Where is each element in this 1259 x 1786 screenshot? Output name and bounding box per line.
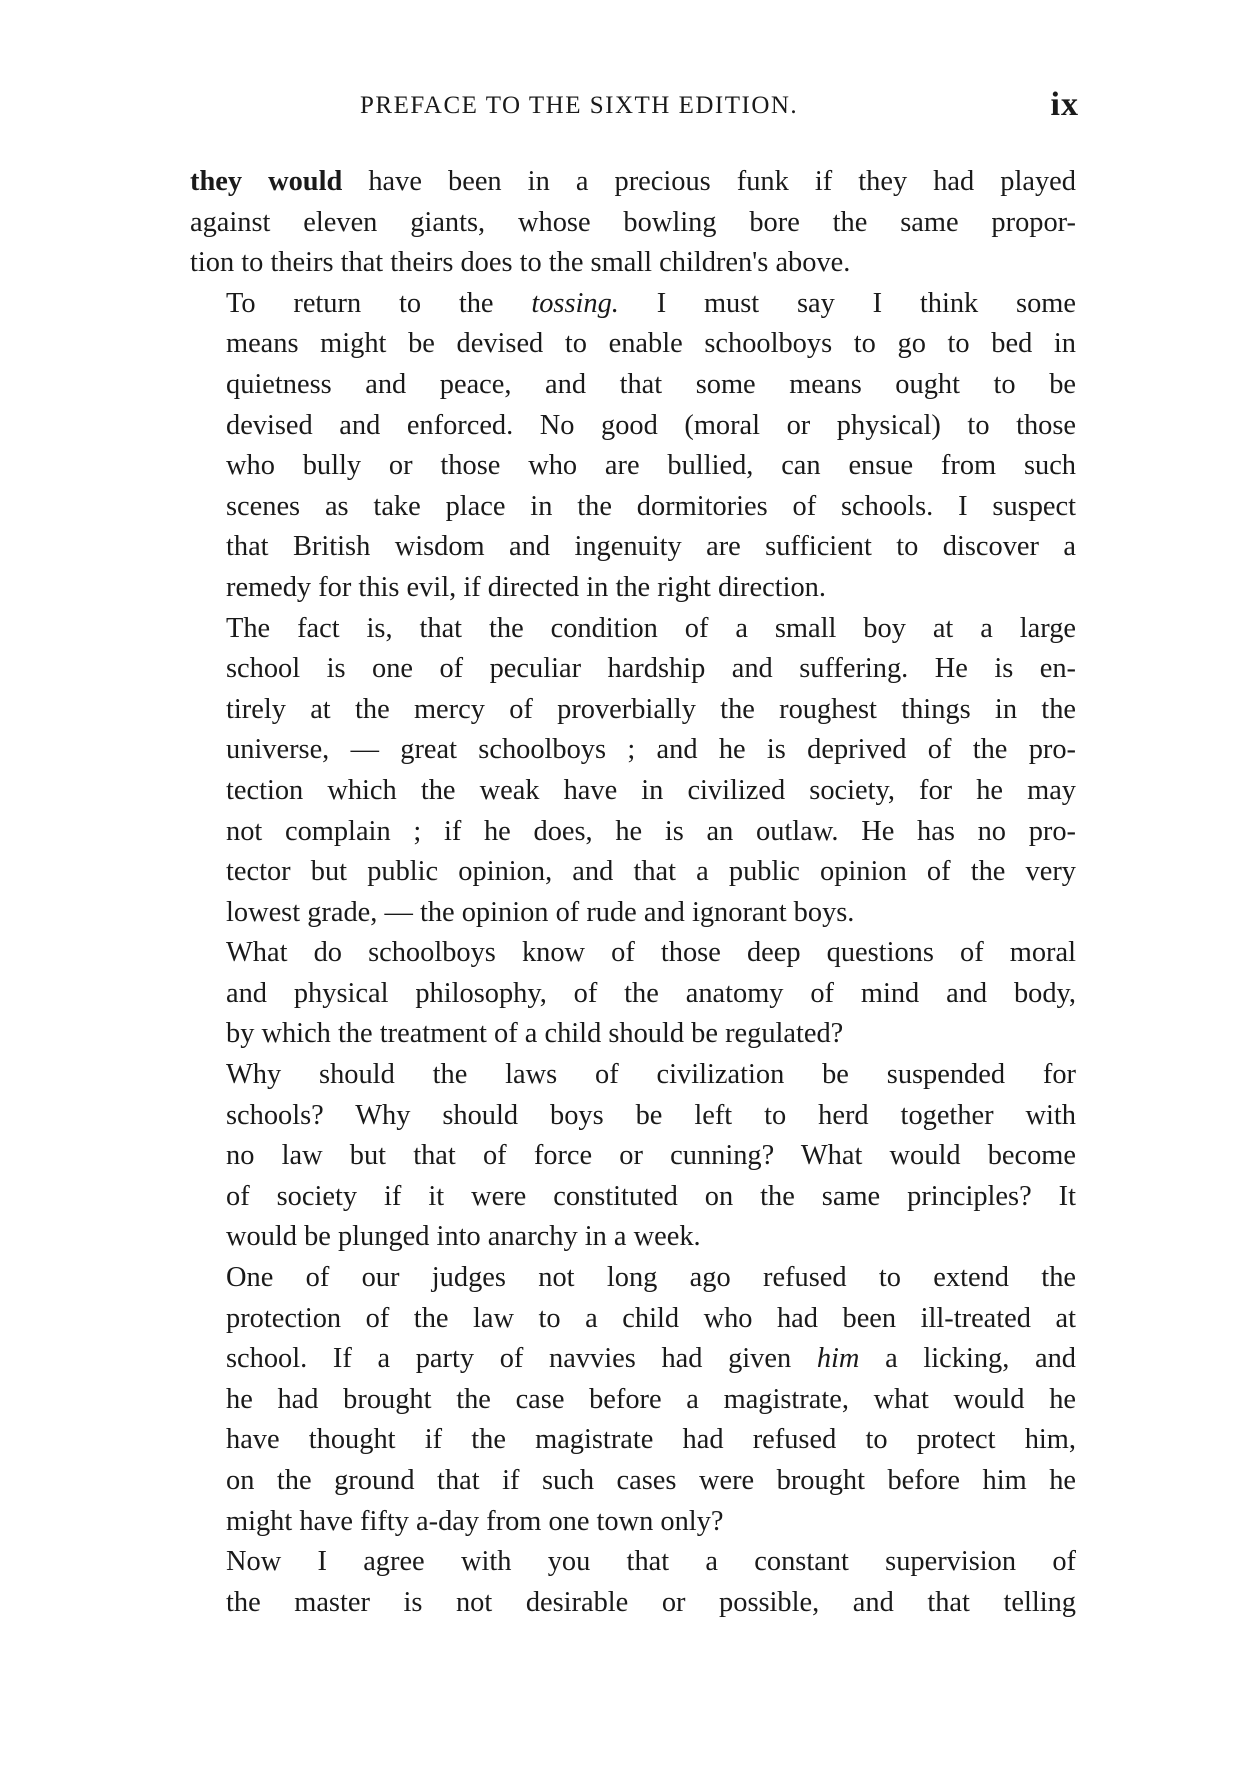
text-line: devised and enforced. No good (moral or physical) to those [226,409,1076,441]
text-line: might have fifty a-day from one town only? [226,1505,724,1537]
text-line: by which the treatment of a child should be regulated? [226,1018,844,1050]
text-line: tection which the weak have in civilized society, for he may [226,774,1076,806]
running-title: PREFACE TO THE SIXTH EDITION. [360,92,799,119]
text-line: means might be devised to enable schoolboys to go to bed in [226,328,1076,360]
text-line: tion to theirs that theirs does to the small children's above. [190,247,851,279]
text-line: protection of the law to a child who had been ill-treated at [226,1302,1076,1334]
text-line: remedy for this evil, if directed in the right direction. [226,571,826,603]
text-line: no law but that of force or cunning? What would become [226,1140,1076,1172]
text-line: against eleven giants, whose bowling bore the same propor- [190,206,1076,238]
text-line: of society if it were constituted on the same principles? It [226,1180,1076,1212]
text-line: not complain ; if he does, he is an outlaw. He has no pro- [226,815,1076,847]
text-line: The fact is, that the condition of a small boy at a large [226,612,1076,644]
text-line: would be plunged into anarchy in a week. [226,1221,701,1253]
page-number: ix [1050,86,1079,123]
text-line: What do schoolboys know of those deep questions of moral [226,937,1076,969]
italic-word: him [816,1343,860,1375]
paragraph-4 [190,933,1076,1055]
text-line: One of our judges not long ago refused to extend the [226,1262,1076,1294]
text-line: on the ground that if such cases were brought before him he [226,1465,1076,1496]
paragraph-6 [190,1258,1076,1542]
text-line: have thought if the magistrate had refused to protect him, [226,1424,1076,1456]
text-line: school is one of peculiar hardship and suffering. He is en- [226,653,1076,685]
text-line: quietness and peace, and that some means ought to be [226,368,1076,400]
text-line: schools? Why should boys be left to herd together with [226,1099,1076,1131]
paragraph-2 [190,284,1076,609]
text-line: who bully or those who are bullied, can ensue from such [226,450,1076,482]
paragraph-3 [190,609,1076,934]
text-line: and physical philosophy, of the anatomy of mind and body, [226,977,1076,1009]
text-line: tector but public opinion, and that a public opinion of the very [226,856,1076,888]
text-line: To return to the tossing. I must say I think some [226,287,1076,319]
running-head [190,86,1079,132]
text-line: tirely at the mercy of proverbially the roughest things in the [226,693,1076,725]
text-line: they would have been in a precious funk if they had played [190,166,1076,197]
paragraph-7 [190,1542,1076,1623]
text-line: the master is not desirable or possible, and that telling [226,1586,1076,1618]
text-line: school. If a party of navvies had given him a licking, and [226,1343,1076,1375]
text-line: that British wisdom and ingenuity are sufficient to discover a [226,531,1076,563]
text-line: he had brought the case before a magistrate, what would he [226,1383,1076,1415]
text-line: Why should the laws of civilization be suspended for [226,1059,1076,1091]
text-line: universe, — great schoolboys ; and he is deprived of the pro- [226,734,1076,766]
paragraph-1 [190,162,1076,284]
body-text [190,162,1076,1623]
text-line: scenes as take place in the dormitories of schools. I suspect [226,490,1076,522]
italic-word: tossing. [531,287,619,319]
text-line: Now I agree with you that a constant supervision of [226,1546,1076,1578]
bold-lead-in: they would [190,166,343,197]
text-line: lowest grade, — the opinion of rude and ignorant boys. [226,896,855,928]
paragraph-5 [190,1055,1076,1258]
